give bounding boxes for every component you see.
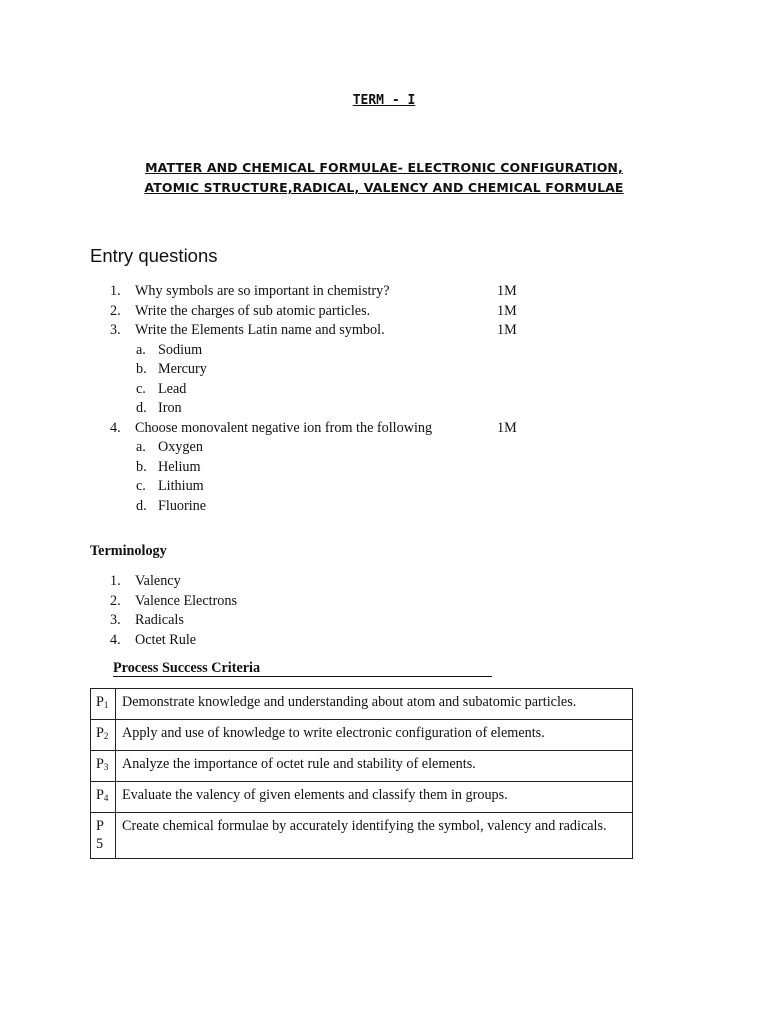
criteria-code bbox=[91, 813, 116, 859]
option-text: Iron bbox=[158, 400, 182, 416]
question-number: 4. bbox=[110, 419, 121, 436]
option-text: Lead bbox=[158, 380, 187, 397]
table-row bbox=[91, 720, 633, 751]
criteria-code bbox=[91, 689, 116, 720]
option-item bbox=[110, 438, 550, 458]
question-marks: 1M bbox=[497, 322, 517, 338]
option-item bbox=[110, 477, 550, 497]
terminology-heading: Terminology bbox=[90, 543, 167, 559]
option-text: Fluorine bbox=[158, 497, 207, 514]
criteria-text: Analyze the importance of octet rule and stability of elements. bbox=[116, 751, 633, 782]
question-text: Write the Elements Latin name and symbol. bbox=[135, 322, 385, 338]
option-letter: c. bbox=[136, 380, 146, 397]
criteria-text: Apply and use of knowledge to write electronic configuration of elements. bbox=[116, 720, 633, 751]
option-letter: a. bbox=[136, 341, 146, 358]
terminology-text: Radicals bbox=[135, 612, 184, 628]
term-title: TERM - I bbox=[352, 93, 416, 108]
heading-underline bbox=[113, 676, 492, 677]
table-row bbox=[91, 782, 633, 813]
terminology-number: 2. bbox=[110, 592, 121, 609]
entry-questions-heading: Entry questions bbox=[90, 245, 218, 266]
table-row bbox=[91, 689, 633, 720]
question-number: 1. bbox=[110, 283, 121, 299]
option-item bbox=[110, 458, 550, 478]
criteria-code-letter: P bbox=[96, 818, 104, 834]
option-item bbox=[110, 360, 550, 380]
option-item bbox=[110, 399, 550, 419]
criteria-code-number: 1 bbox=[103, 700, 109, 710]
criteria-code-number: 3 bbox=[103, 762, 109, 772]
terminology-item bbox=[110, 631, 410, 651]
option-text: Helium bbox=[158, 458, 201, 475]
option-letter: a. bbox=[136, 439, 146, 455]
terminology-number: 4. bbox=[110, 631, 121, 648]
success-criteria-table bbox=[90, 688, 633, 859]
option-letter: b. bbox=[136, 361, 147, 377]
question-text: Write the charges of sub atomic particles. bbox=[135, 302, 371, 319]
terminology-text: Valency bbox=[135, 573, 181, 589]
option-item bbox=[110, 341, 550, 361]
terminology-list bbox=[110, 572, 410, 650]
entry-questions-list bbox=[110, 282, 550, 516]
chapter-title-line-1: MATTER AND CHEMICAL FORMULAE- ELECTRONIC CONFIGURATION, bbox=[145, 160, 623, 175]
criteria-text-content: Create chemical formulae by accurately identifying the symbol, valency and radicals. bbox=[122, 818, 607, 834]
criteria-code-letter: P bbox=[96, 694, 104, 710]
criteria-text bbox=[116, 813, 633, 859]
table-row bbox=[91, 751, 633, 782]
chapter-title-line-2: ATOMIC STRUCTURE,RADICAL, VALENCY AND CHEMICAL FORMULAE bbox=[144, 180, 624, 195]
question-text: Choose monovalent negative ion from the following bbox=[135, 419, 433, 436]
criteria-code-number: 2 bbox=[103, 731, 109, 741]
option-item bbox=[110, 497, 550, 517]
question-item bbox=[110, 282, 550, 302]
terminology-item bbox=[110, 572, 410, 592]
terminology-number: 1. bbox=[110, 573, 121, 589]
question-marks: 1M bbox=[497, 302, 517, 319]
criteria-text: Demonstrate knowledge and understanding about atom and subatomic particles. bbox=[116, 689, 633, 720]
criteria-code-letter: P bbox=[96, 787, 104, 803]
option-text: Oxygen bbox=[158, 439, 203, 455]
terminology-text: Valence Electrons bbox=[135, 592, 238, 609]
criteria-code-number: 4 bbox=[103, 793, 109, 803]
terminology-item bbox=[110, 611, 410, 631]
criteria-code-number: 5 bbox=[96, 836, 104, 852]
table-row bbox=[91, 813, 633, 859]
criteria-code bbox=[91, 751, 116, 782]
option-letter: b. bbox=[136, 458, 147, 475]
option-text: Sodium bbox=[158, 341, 203, 358]
question-marks: 1M bbox=[497, 283, 517, 299]
question-marks: 1M bbox=[497, 419, 517, 436]
terminology-text: Octet Rule bbox=[135, 631, 197, 648]
question-item bbox=[110, 419, 550, 439]
criteria-code bbox=[91, 720, 116, 751]
option-item bbox=[110, 380, 550, 400]
terminology-item bbox=[110, 592, 410, 612]
criteria-code-letter: P bbox=[96, 725, 104, 741]
criteria-text: Evaluate the valency of given elements and classify them in groups. bbox=[116, 782, 633, 813]
option-letter: d. bbox=[136, 400, 147, 416]
success-criteria-heading: Process Success Criteria bbox=[113, 660, 261, 676]
question-number: 3. bbox=[110, 322, 121, 338]
terminology-number: 3. bbox=[110, 612, 121, 628]
option-letter: c. bbox=[136, 478, 146, 494]
option-letter: d. bbox=[136, 497, 147, 514]
option-text: Lithium bbox=[158, 478, 204, 494]
question-item bbox=[110, 321, 550, 341]
question-text: Why symbols are so important in chemistry? bbox=[135, 283, 390, 299]
criteria-code bbox=[91, 782, 116, 813]
criteria-code-letter: P bbox=[96, 756, 104, 772]
question-item bbox=[110, 302, 550, 322]
question-number: 2. bbox=[110, 302, 121, 319]
option-text: Mercury bbox=[158, 361, 207, 377]
